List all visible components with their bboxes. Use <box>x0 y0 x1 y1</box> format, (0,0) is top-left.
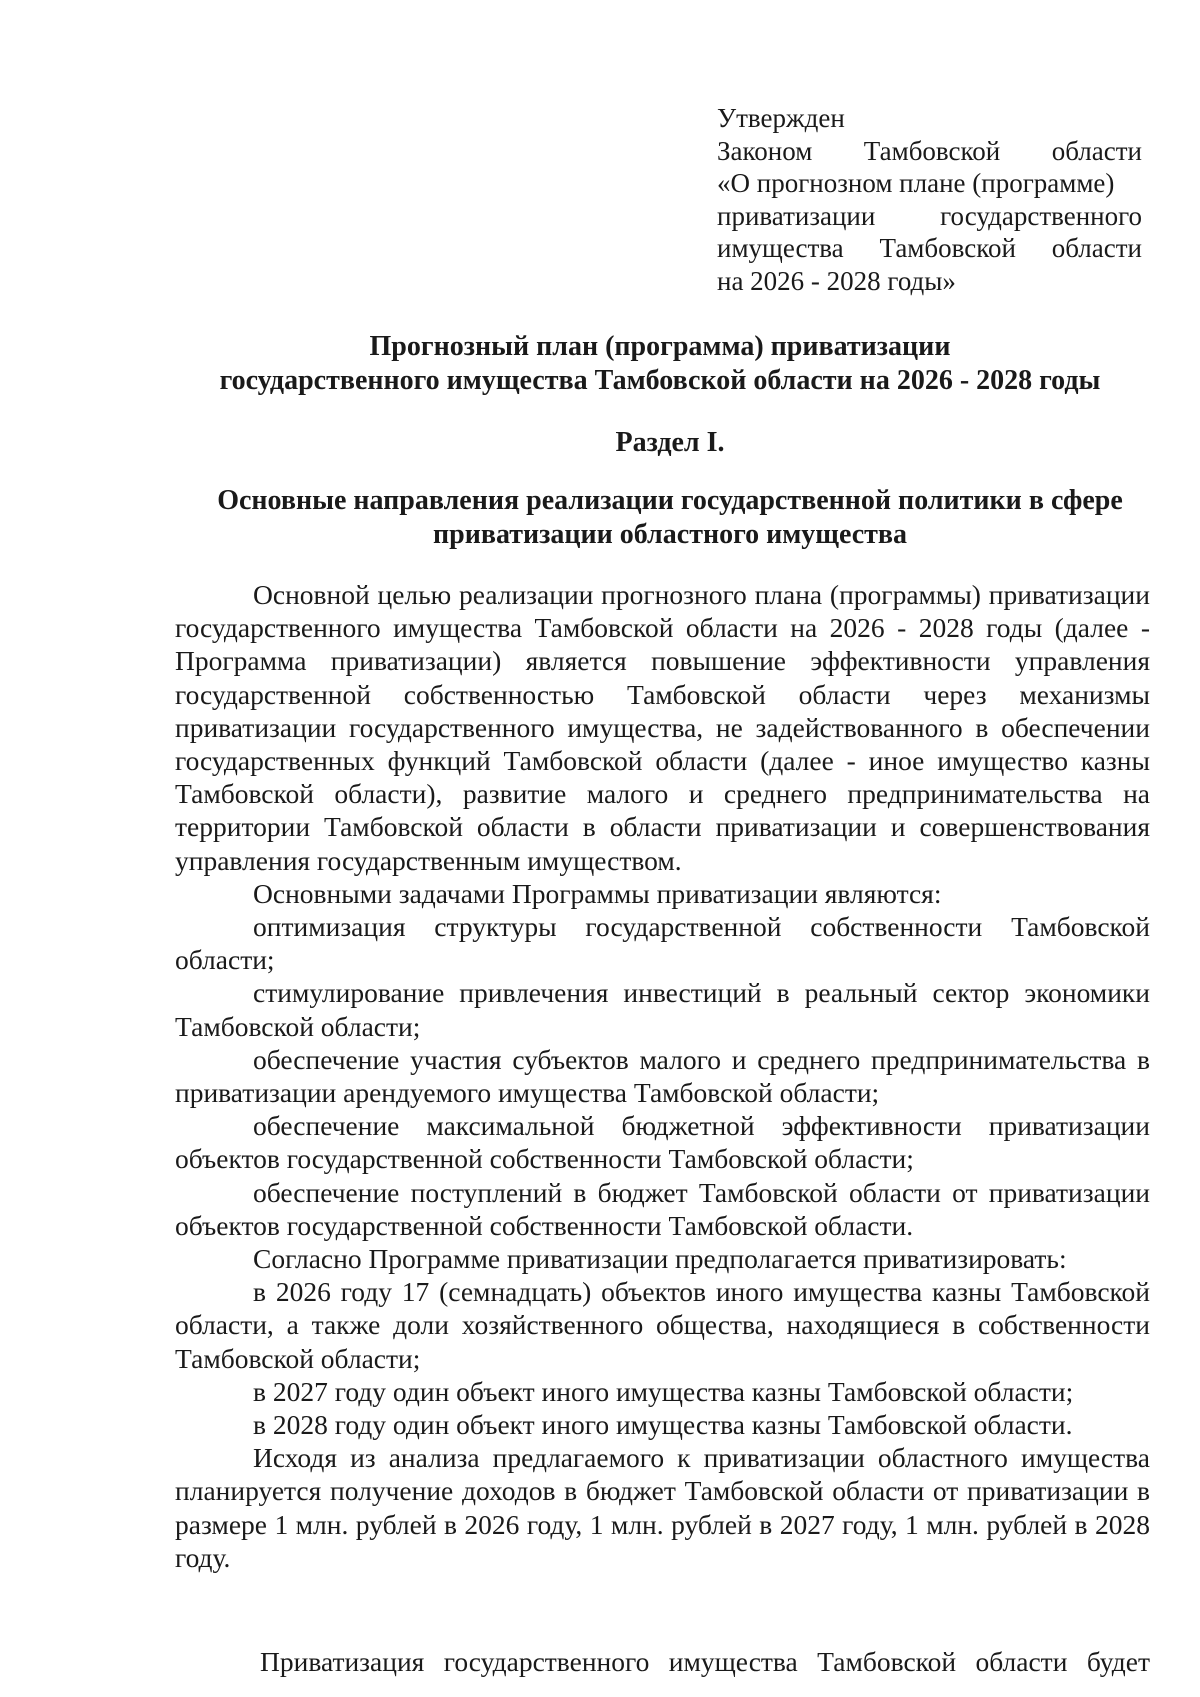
paragraph-plan-2027: в 2027 году один объект иного имущества казны Тамбовской области; <box>253 1375 1074 1407</box>
paragraph-tasks-intro: Основными задачами Программы приватизации являются: <box>253 877 942 909</box>
paragraph-task-2: стимулирование привлечения инвестиций в реальный сектор экономики Тамбовской области; <box>175 977 1150 1042</box>
title-line-2: государственного имущества Тамбовской области на 2026 - 2028 годы <box>219 365 1101 396</box>
approval-line-2: Законом Тамбовской области <box>717 135 1142 166</box>
document-body <box>175 578 1150 1574</box>
section-number: Раздел I. <box>615 427 725 458</box>
document-title <box>170 330 1150 398</box>
approval-line-3: «О прогнозном плане (программе) <box>717 168 1115 199</box>
paragraph-continuation: Приватизация государственного имущества Тамбовской области будет <box>260 1646 1150 1677</box>
section-heading-line-2: приватизации областного имущества <box>432 519 908 550</box>
paragraph-plan-2026: в 2026 году 17 (семнадцать) объектов иного имущества казны Тамбовской области, а также доли хозяйственного общества, находящиеся в собственности Тамбовской области; <box>175 1276 1150 1374</box>
approval-line-1: Утвержден <box>717 103 845 133</box>
paragraph-goal: Основной целью реализации прогнозного плана (программы) приватизации государственного имущества Тамбовской области на 2026 - 2028 годы (далее - Программа приватизации) является повышение эффективности управления государственной собственностью Тамбовской области через механизмы приватизации государственного имущества, не задействованного в обеспечении государственных функций Тамбовской области (далее - иное имущество казны Тамбовской области), развитие малого и среднего предпринимательства на территории Тамбовской области в области приватизации и совершенствования управления государственным имуществом. <box>175 579 1150 876</box>
approval-line-6: на 2026 - 2028 годы» <box>717 265 956 296</box>
paragraph-plan-2028: в 2028 году один объект иного имущества казны Тамбовской области. <box>253 1409 1073 1441</box>
paragraph-task-4: обеспечение максимальной бюджетной эффективности приватизации объектов государственной собственности Тамбовской области; <box>175 1110 1150 1175</box>
paragraph-task-3: обеспечение участия субъектов малого и среднего предпринимательства в приватизации арендуемого имущества Тамбовской области; <box>175 1043 1150 1109</box>
title-line-1: Прогнозный план (программа) приватизации <box>369 331 951 362</box>
section-heading <box>170 484 1170 552</box>
approval-line-5: имущества Тамбовской области <box>717 233 1142 264</box>
paragraph-plan-intro: Согласно Программе приватизации предполагается приватизировать: <box>253 1243 1067 1275</box>
paragraph-task-5: обеспечение поступлений в бюджет Тамбовской области от приватизации объектов государственной собственности Тамбовской области. <box>175 1176 1150 1241</box>
section-heading-line-1: Основные направления реализации государственной политики в сфере <box>217 485 1123 516</box>
paragraph-task-1: оптимизация структуры государственной собственности Тамбовской области; <box>175 911 1150 976</box>
paragraph-income: Исходя из анализа предлагаемого к приватизации областного имущества планируется получение доходов в бюджет Тамбовской области от приватизации в размере 1 млн. рублей в 2026 году, 1 млн. рублей в 2027 году, 1 млн. рублей в 2028 году. <box>175 1442 1150 1573</box>
approval-line-4: приватизации государственного <box>717 200 1142 231</box>
approval-block <box>717 102 1142 298</box>
